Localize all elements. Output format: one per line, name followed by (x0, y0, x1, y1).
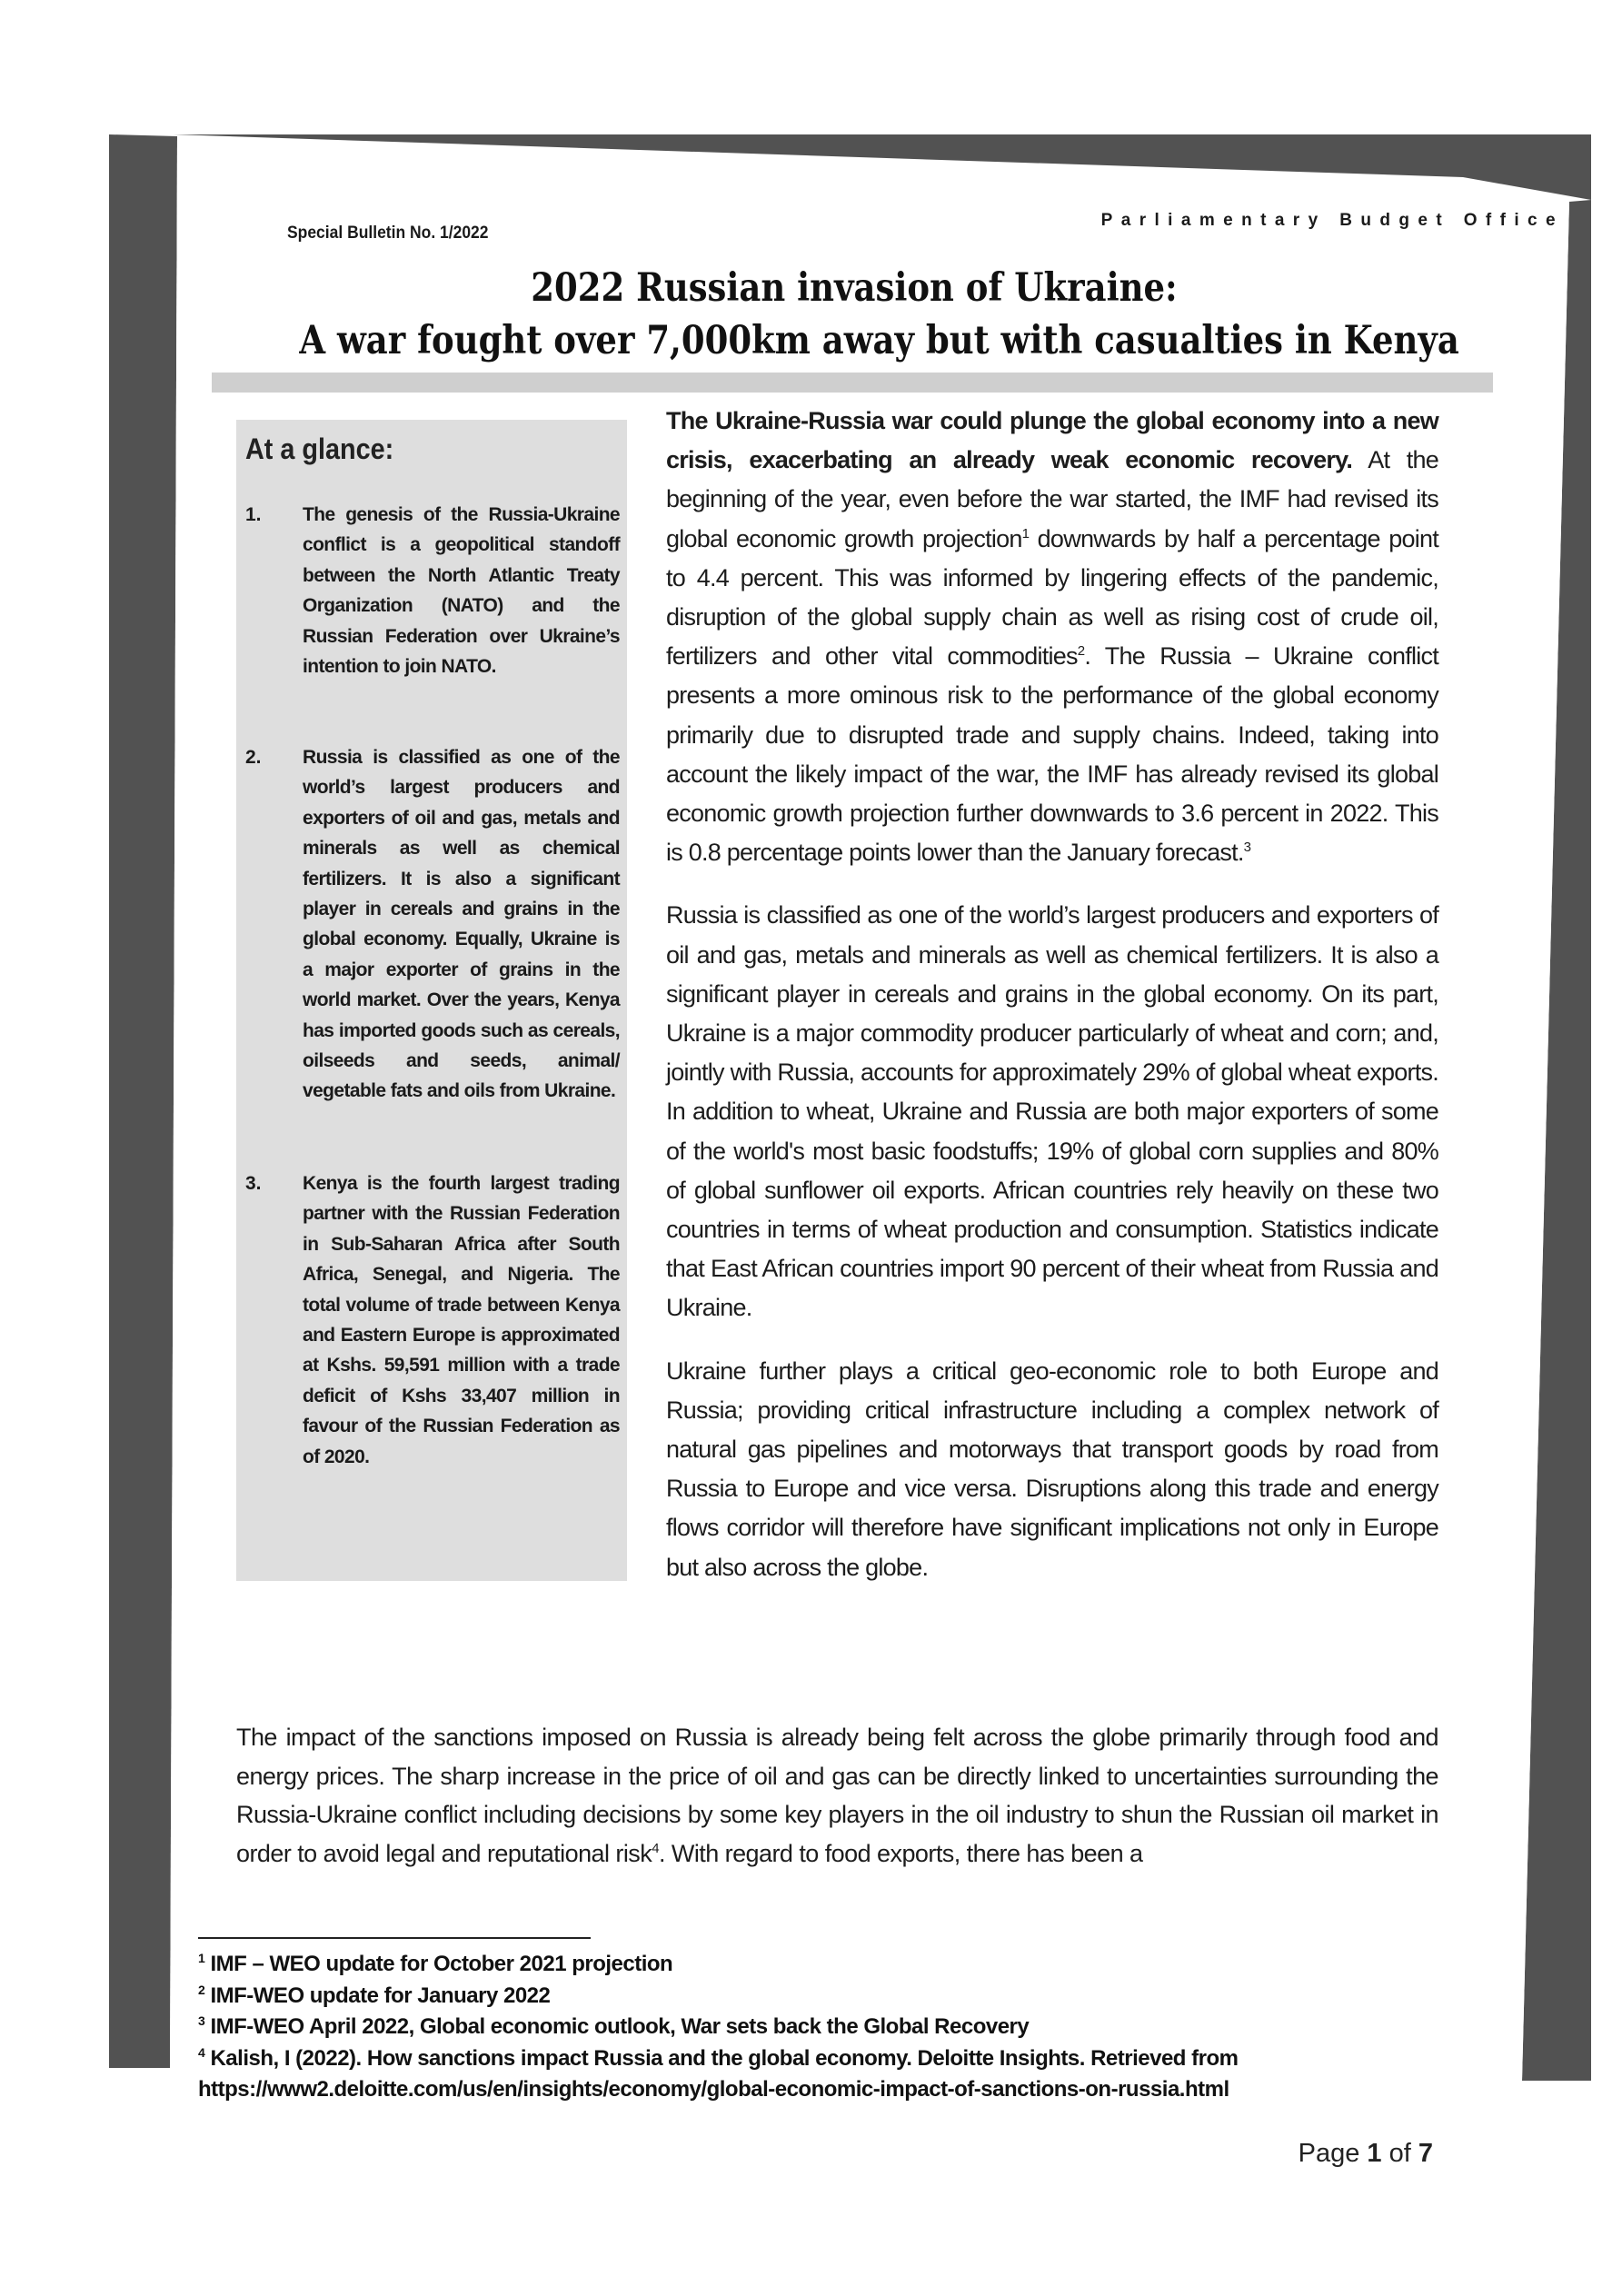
footnote-ref-2[interactable]: 2 (1077, 643, 1085, 660)
footnote-ref-4[interactable]: 4 (652, 1840, 659, 1856)
footnote-text: IMF – WEO update for October 2021 projection (204, 1952, 673, 1976)
footnote-text: IMF-WEO update for January 2022 (204, 1983, 551, 2008)
at-a-glance-box (236, 420, 627, 1581)
main-column (666, 402, 1438, 1611)
footnote-text: Kalish, I (2022). How sanctions impact Russia and the global economy. Deloitte Insights. Retrieved from (204, 2045, 1239, 2071)
glance-item-number: 1. (245, 504, 262, 525)
paragraph-1-text-a: At the beginning of the year, even before the war started, the IMF had revised its global economic growth projection (666, 446, 1439, 552)
glance-item-text: Russia is classified as one of the world’s largest producers and exporters of oil and gas, metals and minerals as well as chemical fertilizers. It is also a significant player in cereals and grains in the global economy. Equally, Ukraine is a major exporter of grains in the world market. Over the years, Kenya has imported goods such as cereals, oilseeds and seeds, animal/ vegetable fats and oils from Ukraine. (303, 747, 620, 1102)
footnote-separator (198, 1937, 591, 1939)
footnote-number: 2 (198, 1982, 205, 1997)
footnote-number: 1 (198, 1951, 205, 1965)
footnote-url[interactable]: https://www2.deloitte.com/us/en/insights/economy/global-economic-impact-of-sanctions-on-russia.html (198, 2077, 1229, 2102)
glance-item-text: The genesis of the Russia-Ukraine conflict is a geopolitical standoff between the North Atlantic Treaty Organization (NATO) and the Russian Federation over Ukraine’s intention to join NATO. (303, 504, 620, 678)
footnote (198, 2012, 1379, 2043)
page-current: 1 (1367, 2139, 1382, 2168)
glance-item-text: Kenya is the fourth largest trading partner with the Russian Federation in Sub-Saharan Africa after South Africa, Senegal, and Nigeria. The total volume of trade between Kenya and Eastern Europe is approximated at Kshs. 59,591 million with a trade deficit of Kshs 33,407 million in favour of the Russian Federation as of 2020. (303, 1173, 620, 1467)
title-line-2: A war fought over 7,000km away but with casualties in Kenya (299, 318, 1459, 363)
footnote-number: 3 (198, 2013, 205, 2028)
page-label: Page (1298, 2139, 1368, 2168)
paragraph-1-lead: The Ukraine-Russia war could plunge the global economy into a new crisis, exacerbating an already weak economic recovery. (666, 407, 1438, 474)
paragraph-4-text-a: The impact of the sanctions imposed on Russia is already being felt across the globe primarily through food and energy prices. The sharp increase in the price of oil and gas can be directly linked to uncertainties surrounding the Russia-Ukraine conflict including decisions by some key players in the oil industry to shun the Russian oil market in order to avoid legal and reputational risk (236, 1724, 1438, 1867)
footnote (198, 1949, 1379, 1981)
footnote-ref-1[interactable]: 1 (1021, 525, 1030, 542)
page-number (1299, 2139, 1433, 2169)
page-of: of (1381, 2139, 1418, 2168)
footnote (198, 2043, 1379, 2075)
bulletin-number: Special Bulletin No. 1/2022 (287, 224, 489, 243)
paragraph-1-text-c: . The Russia – Ukraine conflict presents a more ominous risk to the performance of the global economy primarily due to disrupted trade and supply chains. Indeed, taking into account the likely impact of the war, the IMF has already revised its global economic growth projection further downwards to 3.6 percent in 2022. This is 0.8 percentage points lower than the January forecast. (666, 642, 1438, 867)
paragraph-4-text-b: . With regard to food exports, there has been a (659, 1839, 1143, 1867)
paragraph-1-text-b: downwards by half a percentage point to 4.4 percent. This was informed by lingering effects of the pandemic, disruption of the global supply chain as well as rising cost of crude oil, fertilizers and other vital commodities (666, 524, 1438, 671)
title-line-1: 2022 Russian invasion of Ukraine: (531, 265, 1178, 311)
footnote (198, 1981, 1379, 2013)
paragraph-2: Russia is classified as one of the world’s largest producers and exporters of oil and gas, metals and minerals as well as chemical fertilizers. It is also a significant player in cereals and grains in the global economy. On its part, Ukraine is a major commodity producer particularly of wheat and corn; and, jointly with Russia, accounts for approximately 29% of global wheat exports. In addition to wheat, Ukraine and Russia are both major exporters of some of the world's most basic foodstuffs; 19% of global corn supplies and 80% of global sunflower oil exports. African countries rely heavily on these two countries in terms of wheat production and consumption. Statistics indicate that East African countries import 90 percent of their wheat from Russia and Ukraine. (666, 901, 1438, 1322)
office-name: Parliamentary Budget Office (1100, 211, 1564, 230)
glance-item-number: 2. (245, 747, 262, 768)
page-total: 7 (1418, 2139, 1433, 2168)
footnote-ref-3[interactable]: 3 (1243, 840, 1251, 856)
frame-left-band (109, 134, 177, 2068)
paragraph-1 (666, 402, 1438, 872)
footnote-text: IMF-WEO April 2022, Global economic outlook, War sets back the Global Recovery (204, 2014, 1030, 2039)
document-title (209, 262, 1499, 367)
glance-heading: At a glance: (245, 432, 394, 465)
footnote-number: 4 (198, 2044, 205, 2060)
title-rule (212, 373, 1493, 393)
glance-item-number: 3. (245, 1173, 262, 1194)
footnotes (198, 1949, 1379, 2106)
paragraph-3: Ukraine further plays a critical geo-economic role to both Europe and Russia; providing critical infrastructure including a complex network of natural gas pipelines and motorways that transport goods by road from Russia to Europe and vice versa. Disruptions along this trade and energy flows corridor will therefore have significant implications not only in Europe but also across the globe. (666, 1357, 1438, 1581)
full-width-paragraph (236, 1718, 1438, 1873)
footnote-link[interactable] (198, 2074, 1379, 2106)
